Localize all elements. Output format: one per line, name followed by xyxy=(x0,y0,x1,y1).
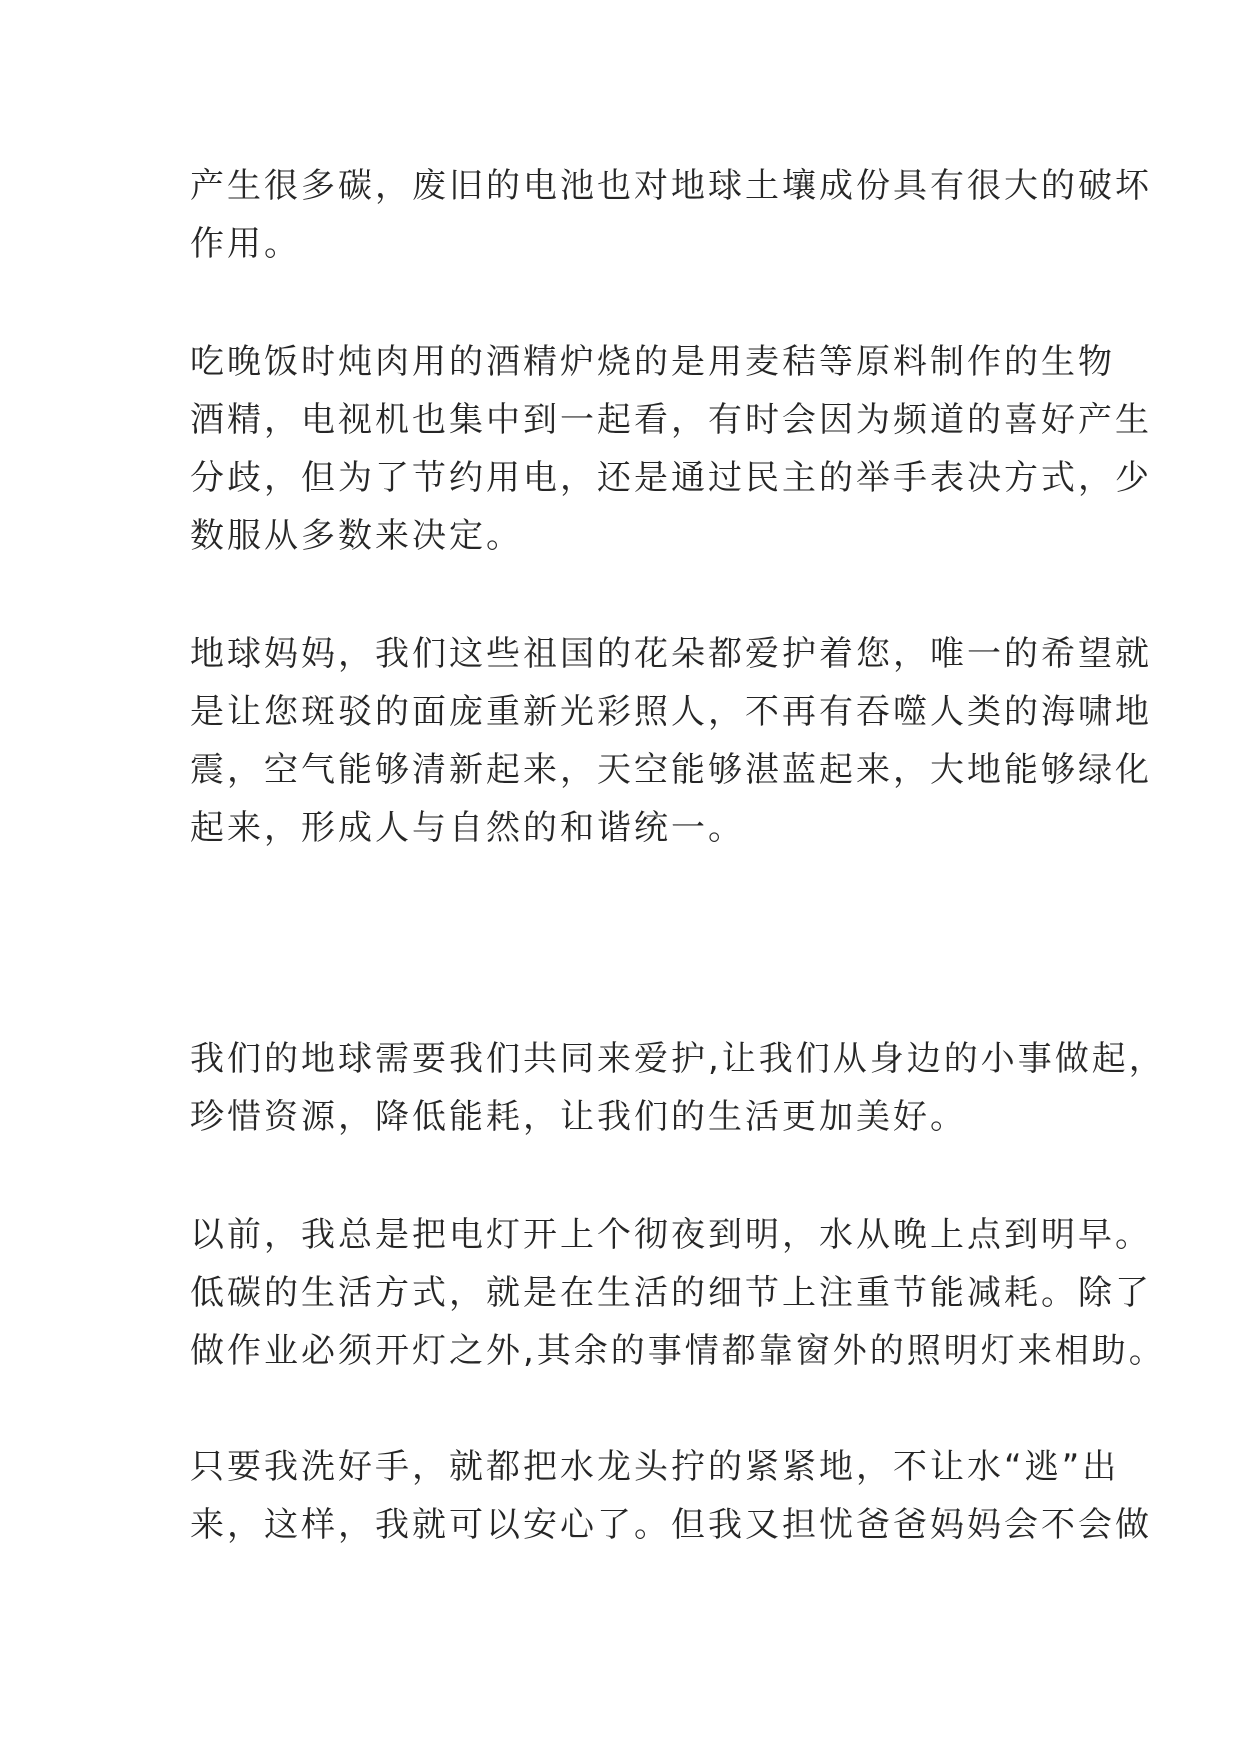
text-line: 产生很多碳，废旧的电池也对地球土壤成份具有很大的破坏 xyxy=(190,166,1152,206)
text-line: 起来，形成人与自然的和谐统一。 xyxy=(190,808,745,848)
text-line: 酒精，电视机也集中到一起看，有时会因为频道的喜好产生 xyxy=(190,400,1152,440)
paragraph-protect-earth xyxy=(190,1030,1166,1146)
text-line: 是让您斑驳的面庞重新光彩照人，不再有吞噬人类的海啸地 xyxy=(190,692,1152,732)
text-line: 做作业必须开灯之外,其余的事情都靠窗外的照明灯来相助。 xyxy=(190,1331,1166,1371)
text-line: 珍惜资源，降低能耗，让我们的生活更加美好。 xyxy=(190,1097,967,1137)
paragraph-dinner-alcohol-stove xyxy=(190,333,1152,565)
text-line: 以前，我总是把电灯开上个彻夜到明，水从晚上点到明早。 xyxy=(190,1215,1152,1255)
text-line: 作用。 xyxy=(190,224,301,264)
text-line: 震，空气能够清新起来，天空能够湛蓝起来，大地能够绿化 xyxy=(190,750,1152,790)
text-line: 来，这样，我就可以安心了。但我又担忧爸爸妈妈会不会做 xyxy=(190,1505,1152,1545)
paragraph-mother-earth xyxy=(190,625,1152,857)
text-line: 我们的地球需要我们共同来爱护,让我们从身边的小事做起， xyxy=(190,1039,1166,1079)
text-line: 分歧，但为了节约用电，还是通过民主的举手表决方式，少 xyxy=(190,458,1152,498)
paragraph-lights-habit xyxy=(190,1206,1166,1380)
text-line: 地球妈妈，我们这些祖国的花朵都爱护着您，唯一的希望就 xyxy=(190,634,1152,674)
paragraph-water-tap xyxy=(190,1438,1152,1554)
text-line: 数服从多数来决定。 xyxy=(190,516,523,556)
text-line: 吃晚饭时炖肉用的酒精炉烧的是用麦秸等原料制作的生物 xyxy=(190,342,1115,382)
text-line: 只要我洗好手，就都把水龙头拧的紧紧地，不让水“逃”出 xyxy=(190,1447,1120,1487)
text-line: 低碳的生活方式，就是在生活的细节上注重节能减耗。除了 xyxy=(190,1273,1152,1313)
paragraph-battery-carbon xyxy=(190,157,1152,273)
